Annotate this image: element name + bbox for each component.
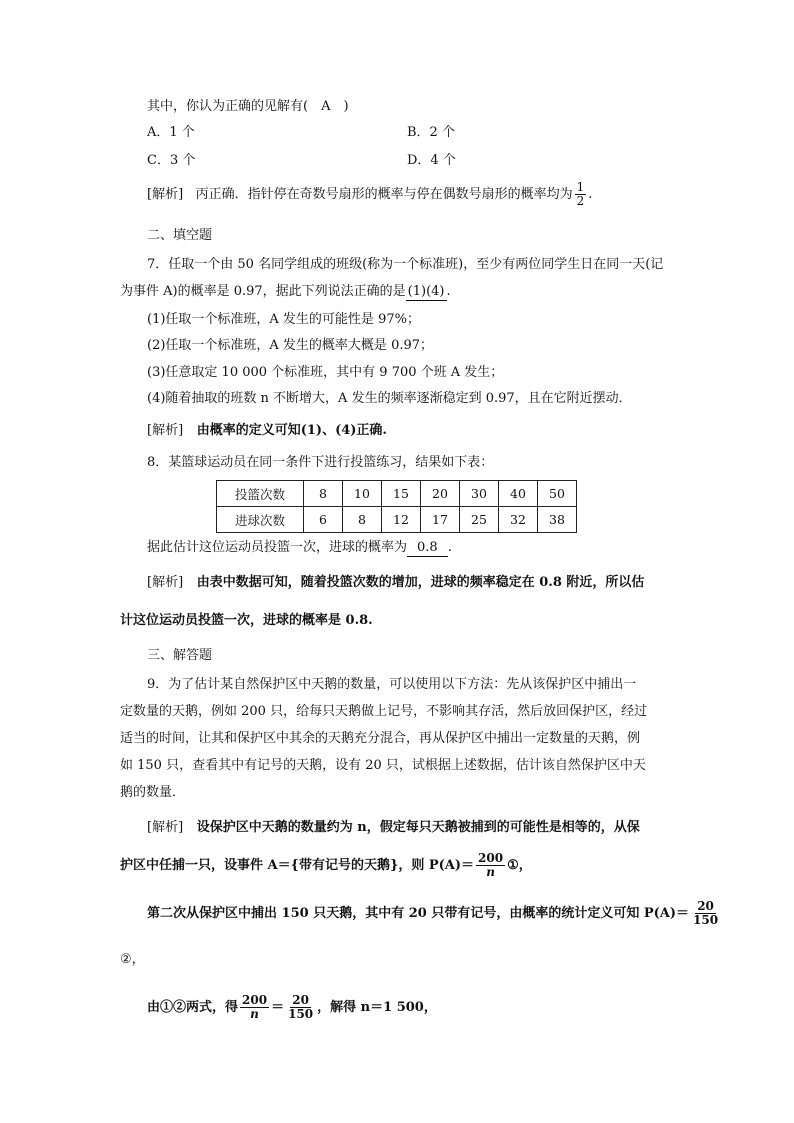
fraction-numerator: 20 [697,899,714,913]
q7-line2-end: . [446,284,451,299]
q8-answer-blank: 0.8 [407,540,448,557]
table-cell: 20 [421,481,460,507]
q6-option-c: C．3 个 [147,153,196,168]
q9-line1: 9．为了估计某自然保护区中天鹅的数量，可以使用以下方法：先从该保护区中捕出一 [147,677,637,692]
q9-analysis-line5 [147,990,437,1026]
q8-stem: 8．某篮球运动员在同一条件下进行投篮练习，结果如下表： [147,455,494,470]
analysis-text: 由概率的定义可知(1)、(4)正确. [196,423,387,438]
analysis-end: . [588,187,593,202]
analysis-tag: [解析] [147,187,184,202]
q8-conclusion [147,538,452,558]
analysis-text: 由①②两式，得 [147,1000,239,1015]
fraction [240,994,269,1021]
q7-item2: (2)任取一个标准班，A 发生的概率大概是 0.97； [147,338,434,353]
analysis-text: 设保护区中天鹅的数量约为 n，假定每只天鹅被捕到的可能性是相等的，从保 [196,820,640,835]
q7-answer-blank: (1)(4) [407,284,445,299]
fraction [286,994,315,1021]
table-header-cell: 投篮次数 [217,481,304,507]
analysis-text: 由表中数据可知，随着投篮次数的增加，进球的频率稳定在 0.8 附近，所以估 [196,575,645,590]
fraction-numerator: 1 [576,180,585,194]
shooting-table [216,480,577,533]
fraction [575,181,587,208]
q7-item4: (4)随着抽取的班数 n 不断增大，A 发生的频率逐渐稳定到 0.97，且在它附近摆动． [147,391,632,406]
q8-conclusion-end: . [447,540,452,555]
q9-line3: 适当的时间，让其和保护区中其余的天鹅充分混合，再从保护区中捕出一定数量的天鹅，例 [120,731,641,746]
table-cell: 12 [382,507,421,533]
analysis-text-end: ①， [507,858,532,873]
table-header-cell: 进球次数 [217,507,304,533]
equals-sign: ＝ [271,1000,285,1015]
fraction-denominator: 150 [288,1007,314,1021]
table-cell: 40 [499,481,538,507]
q6-option-b: B．2 个 [407,125,455,140]
q7-item3: (3)任意取定 10 000 个标准班，其中有 9 700 个班 A 发生； [147,365,504,380]
fraction [691,900,720,927]
q6-option-d: D．4 个 [407,153,456,168]
table-cell: 38 [538,507,577,533]
fraction-denominator: 2 [576,194,585,208]
analysis-text: 丙正确．指针停在奇数号扇形的概率与停在偶数号扇形的概率均为 [195,187,573,202]
table-cell: 15 [382,481,421,507]
table-cell: 6 [304,507,343,533]
q7-analysis [147,421,387,441]
q7-item1: (1)任取一个标准班，A 发生的可能性是 97%； [147,312,420,327]
q9-analysis-line1 [147,818,640,838]
fraction-denominator: n [250,1007,259,1021]
q6-analysis [147,180,592,210]
q9-analysis-line2 [120,848,532,884]
table-row [217,507,577,533]
q8-conclusion-text: 据此估计这位运动员投篮一次，进球的概率为 [147,540,408,555]
analysis-tag: [解析] [147,575,184,590]
section-heading-solve: 三、解答题 [147,648,213,663]
table-cell: 8 [343,507,382,533]
analysis-text-end: ，解得 n＝1 500， [317,1000,437,1015]
q6-stem: 其中，你认为正确的见解有( A ) [147,99,349,114]
table-cell: 50 [538,481,577,507]
q9-line4: 如 150 只，查看其中有记号的天鹅，设有 20 只，试根据上述数据，估计该自然保护区中天 [120,758,646,773]
table-cell: 17 [421,507,460,533]
table-cell: 32 [499,507,538,533]
fraction-numerator: 200 [242,993,268,1007]
fraction-denominator: n [486,865,495,879]
fraction [476,852,505,879]
analysis-text: 护区中任捕一只，设事件 A＝{带有记号的天鹅}，则 P(A)＝ [120,858,475,873]
q8-analysis-line1 [147,573,644,593]
q7-line2 [120,282,451,302]
q7-line1: 7．任取一个由 50 名同学组成的班级(称为一个标准班)，至少有两位同学生日在同一天(记 [147,257,664,272]
q8-analysis-line2: 计这位运动员投篮一次，进球的概率是 0.8. [120,613,373,628]
table-cell: 25 [460,507,499,533]
table-cell: 8 [304,481,343,507]
analysis-tag: [解析] [147,423,184,438]
fraction-numerator: 20 [292,993,309,1007]
q9-line2: 定数量的天鹅，例如 200 只，给每只天鹅做上记号，不影响其存活，然后放回保护区，经过 [120,704,648,719]
q9-analysis-line3 [147,896,722,932]
section-heading-fill-in: 二、填空题 [147,228,213,243]
fraction-denominator: 150 [693,913,719,927]
q9-analysis-line4: ②， [120,952,145,967]
analysis-tag: [解析] [147,820,184,835]
table-cell: 30 [460,481,499,507]
fraction-numerator: 200 [478,851,504,865]
q7-line2-text: 为事件 A)的概率是 0.97，据此下列说法正确的是 [120,284,406,299]
q9-line5: 鹅的数量． [120,785,186,800]
table-cell: 10 [343,481,382,507]
table-row [217,481,577,507]
q6-option-a: A．1 个 [147,125,195,140]
analysis-text: 第二次从保护区中捕出 150 只天鹅，其中有 20 只带有记号，由概率的统计定义可知 P(A)＝ [147,906,690,921]
